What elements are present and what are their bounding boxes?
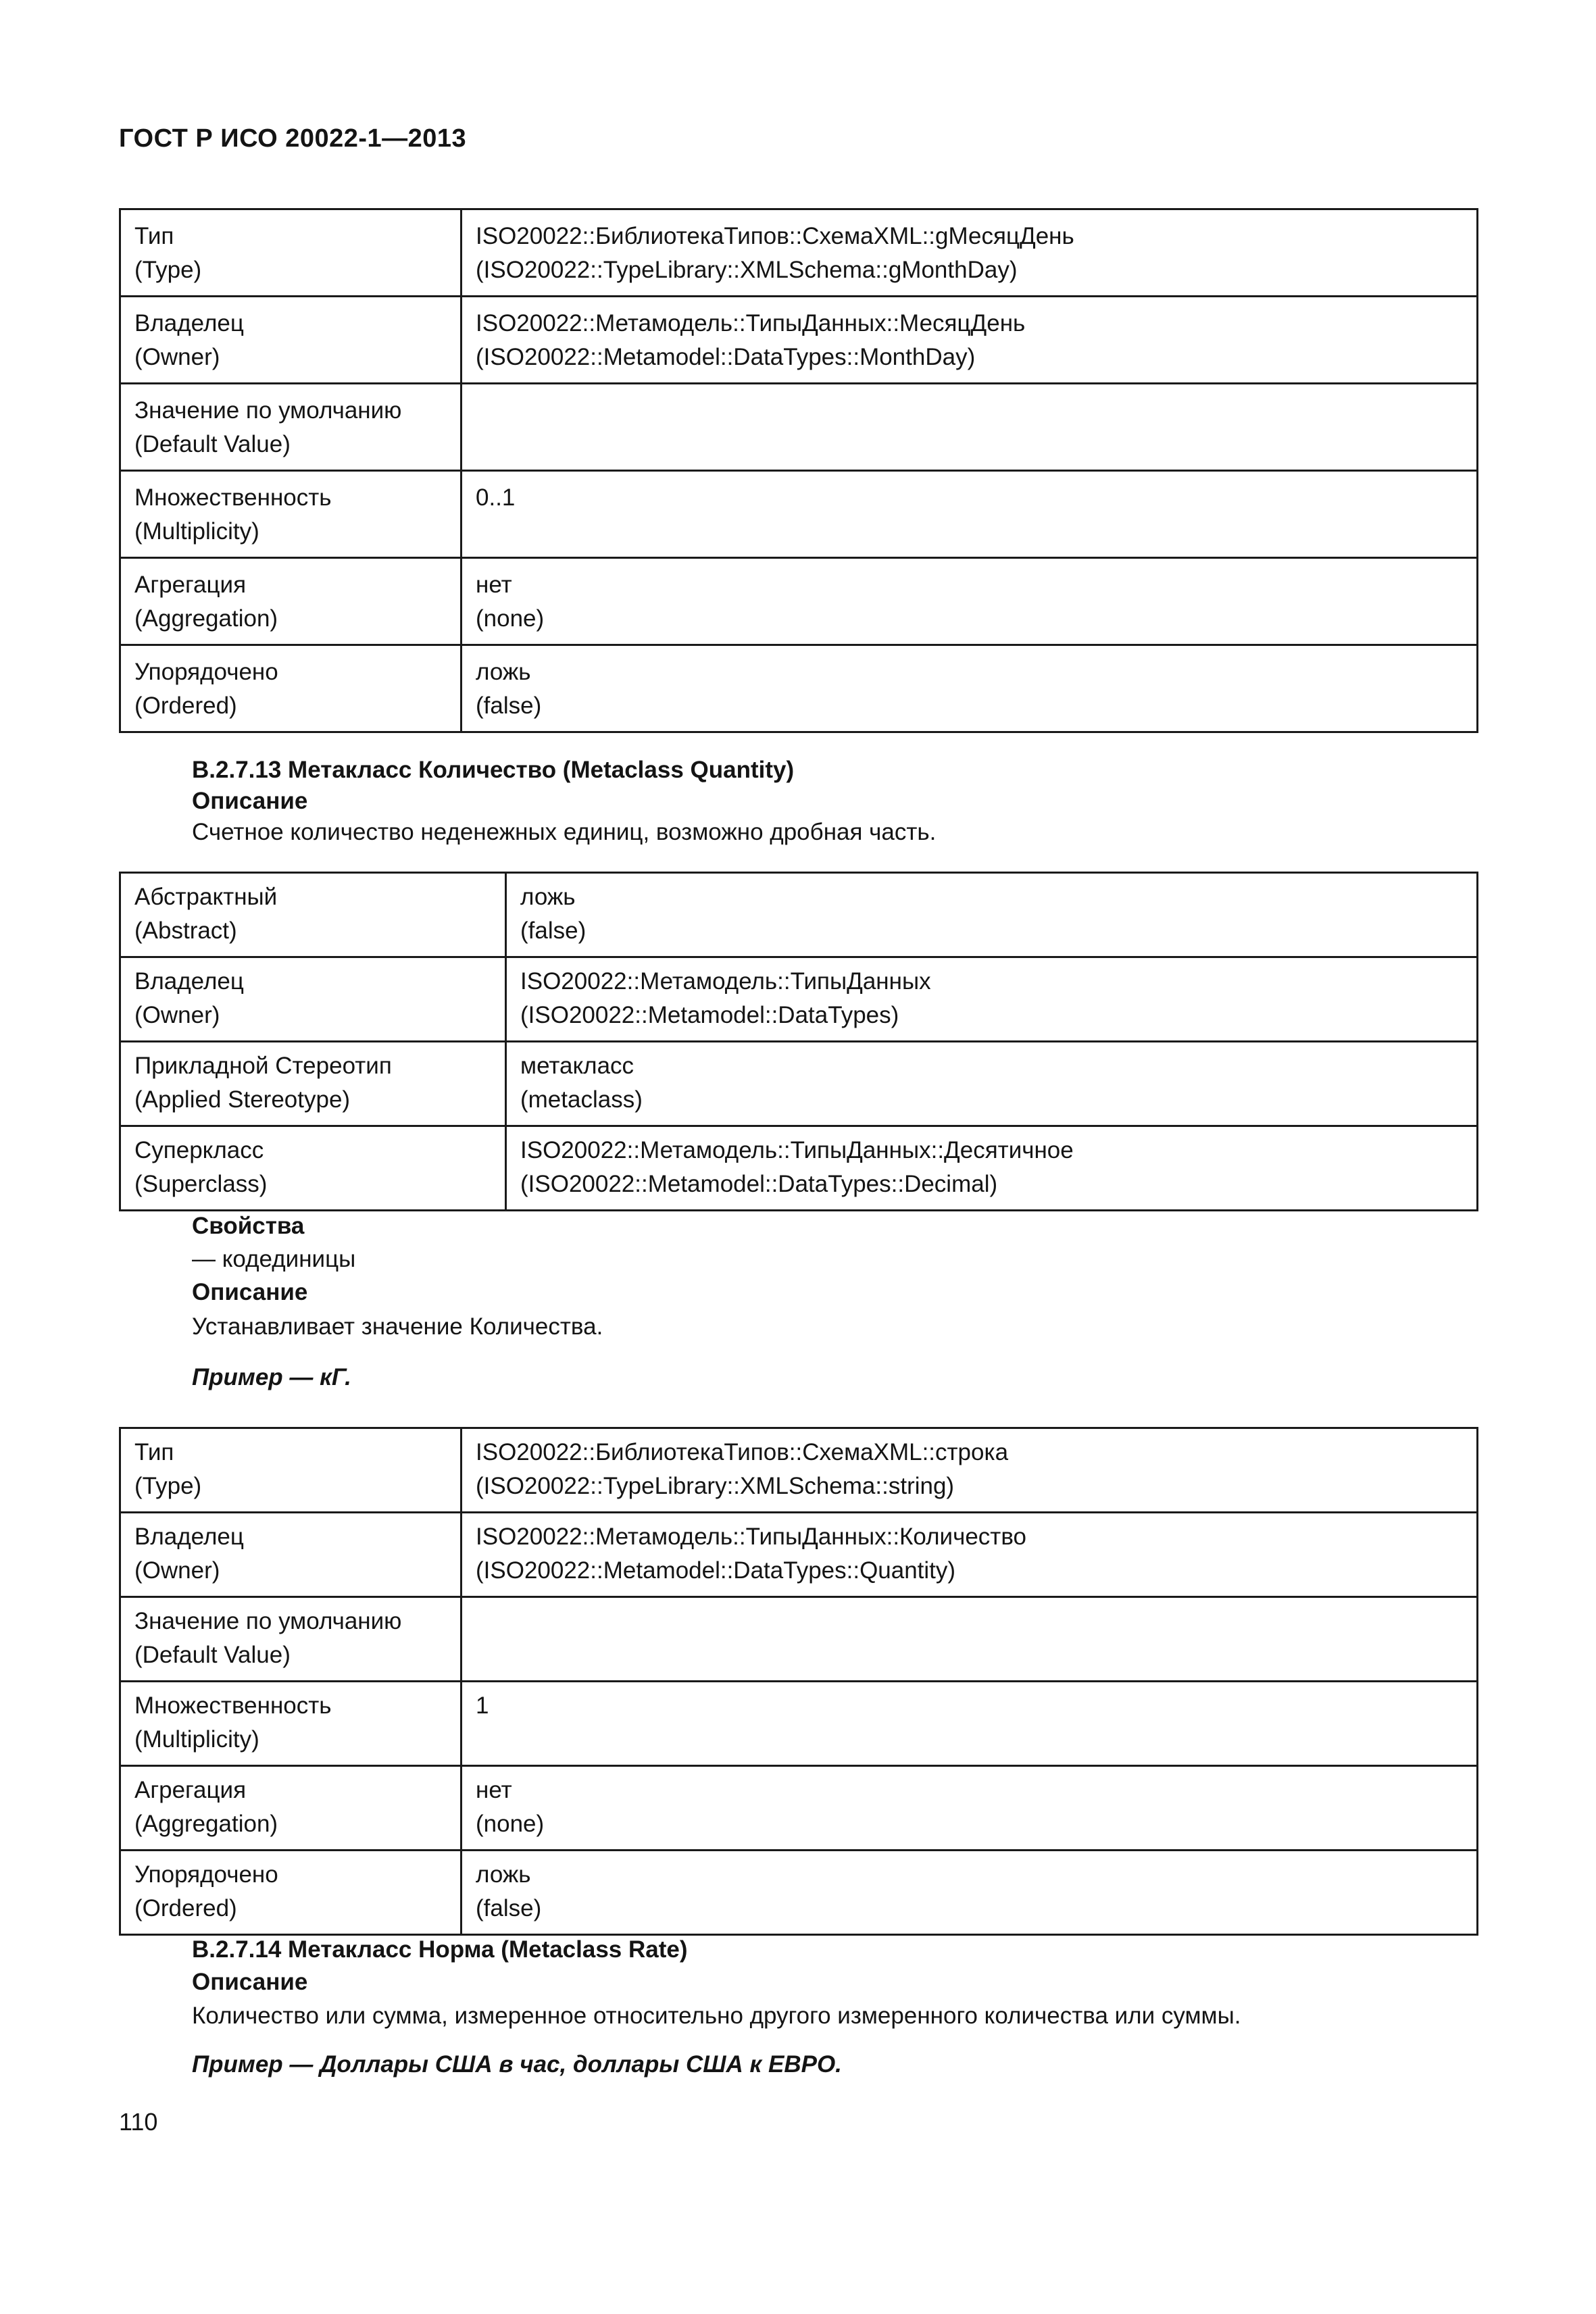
table-row <box>120 1428 1478 1513</box>
property-value-cell: 0..1 <box>462 471 1478 558</box>
table-row <box>120 873 1478 957</box>
property-value-cell <box>462 1597 1478 1682</box>
table-row <box>120 1682 1478 1766</box>
description-label: Описание <box>192 788 308 814</box>
table-row <box>120 384 1478 471</box>
property-name-cell: Агрегация (Aggregation) <box>120 558 462 645</box>
example-note: Пример — Доллары США в час, доллары США к ЕВРО. <box>192 2051 842 2078</box>
properties-table-monthday <box>119 208 1478 733</box>
property-value-cell: ISO20022::Метамодель::ТипыДанных::Количество (ISO20022::Metamodel::DataTypes::Quantity) <box>462 1513 1478 1597</box>
table-row <box>120 209 1478 297</box>
property-name-cell: Владелец (Owner) <box>120 297 462 384</box>
property-value-cell: ISO20022::Метамодель::ТипыДанных::МесяцДень (ISO20022::Metamodel::DataTypes::MonthDay) <box>462 297 1478 384</box>
property-name-cell: Множественность (Multiplicity) <box>120 471 462 558</box>
description-label: Описание <box>192 1969 308 1995</box>
property-value-cell: ISO20022::БиблиотекаТипов::СхемаXML::строка (ISO20022::TypeLibrary::XMLSchema::string) <box>462 1428 1478 1513</box>
description-text: Количество или сумма, измеренное относительно другого измеренного количества или суммы. <box>192 2003 1241 2029</box>
property-name-cell: Упорядочено (Ordered) <box>120 1851 462 1935</box>
table-row <box>120 1126 1478 1211</box>
property-name-cell: Агрегация (Aggregation) <box>120 1766 462 1851</box>
table-row <box>120 645 1478 732</box>
property-value-cell: ложь (false) <box>462 645 1478 732</box>
table-row <box>120 1597 1478 1682</box>
property-name-cell: Значение по умолчанию (Default Value) <box>120 384 462 471</box>
document-header: ГОСТ Р ИСО 20022-1—2013 <box>119 124 467 153</box>
property-value-cell: нет (none) <box>462 558 1478 645</box>
table-row <box>120 297 1478 384</box>
table-row <box>120 1513 1478 1597</box>
section-heading: В.2.7.13 Метакласс Количество (Metaclass Quantity) <box>192 757 795 783</box>
property-value-cell: нет (none) <box>462 1766 1478 1851</box>
property-name-cell: Владелец (Owner) <box>120 1513 462 1597</box>
property-value-cell: ложь (false) <box>506 873 1478 957</box>
property-name-cell: Значение по умолчанию (Default Value) <box>120 1597 462 1682</box>
metaclass-table-quantity <box>119 872 1478 1211</box>
property-name-cell: Владелец (Owner) <box>120 957 506 1042</box>
property-name-cell: Прикладной Стереотип (Applied Stereotype) <box>120 1042 506 1126</box>
example-note: Пример — кГ. <box>192 1364 351 1390</box>
property-name-cell: Тип (Type) <box>120 1428 462 1513</box>
property-value-cell: метакласс (metaclass) <box>506 1042 1478 1126</box>
page-number: 110 <box>119 2108 158 2136</box>
property-name-cell: Множественность (Multiplicity) <box>120 1682 462 1766</box>
table-row <box>120 1851 1478 1935</box>
property-item: — кодединицы <box>192 1246 356 1272</box>
description-label: Описание <box>192 1279 308 1305</box>
property-name-cell: Упорядочено (Ordered) <box>120 645 462 732</box>
description-text: Счетное количество неденежных единиц, возможно дробная часть. <box>192 819 937 845</box>
property-value-cell: ложь (false) <box>462 1851 1478 1935</box>
table-row <box>120 1042 1478 1126</box>
table-row <box>120 1766 1478 1851</box>
property-name-cell: Тип (Type) <box>120 209 462 297</box>
table-row <box>120 558 1478 645</box>
table-row <box>120 957 1478 1042</box>
table-row <box>120 471 1478 558</box>
section-heading: В.2.7.14 Метакласс Норма (Metaclass Rate) <box>192 1936 688 1963</box>
description-text: Устанавливает значение Количества. <box>192 1313 603 1340</box>
property-value-cell: ISO20022::БиблиотекаТипов::СхемаXML::gМесяцДень (ISO20022::TypeLibrary::XMLSchema::gMonthDay) <box>462 209 1478 297</box>
property-name-cell: Абстрактный (Abstract) <box>120 873 506 957</box>
property-name-cell: Суперкласс (Superclass) <box>120 1126 506 1211</box>
property-value-cell: ISO20022::Метамодель::ТипыДанных::Десятичное (ISO20022::Metamodel::DataTypes::Decimal) <box>506 1126 1478 1211</box>
property-value-cell <box>462 384 1478 471</box>
property-value-cell: 1 <box>462 1682 1478 1766</box>
property-value-cell: ISO20022::Метамодель::ТипыДанных (ISO20022::Metamodel::DataTypes) <box>506 957 1478 1042</box>
properties-label: Свойства <box>192 1213 305 1239</box>
properties-table-quantity <box>119 1427 1478 1936</box>
